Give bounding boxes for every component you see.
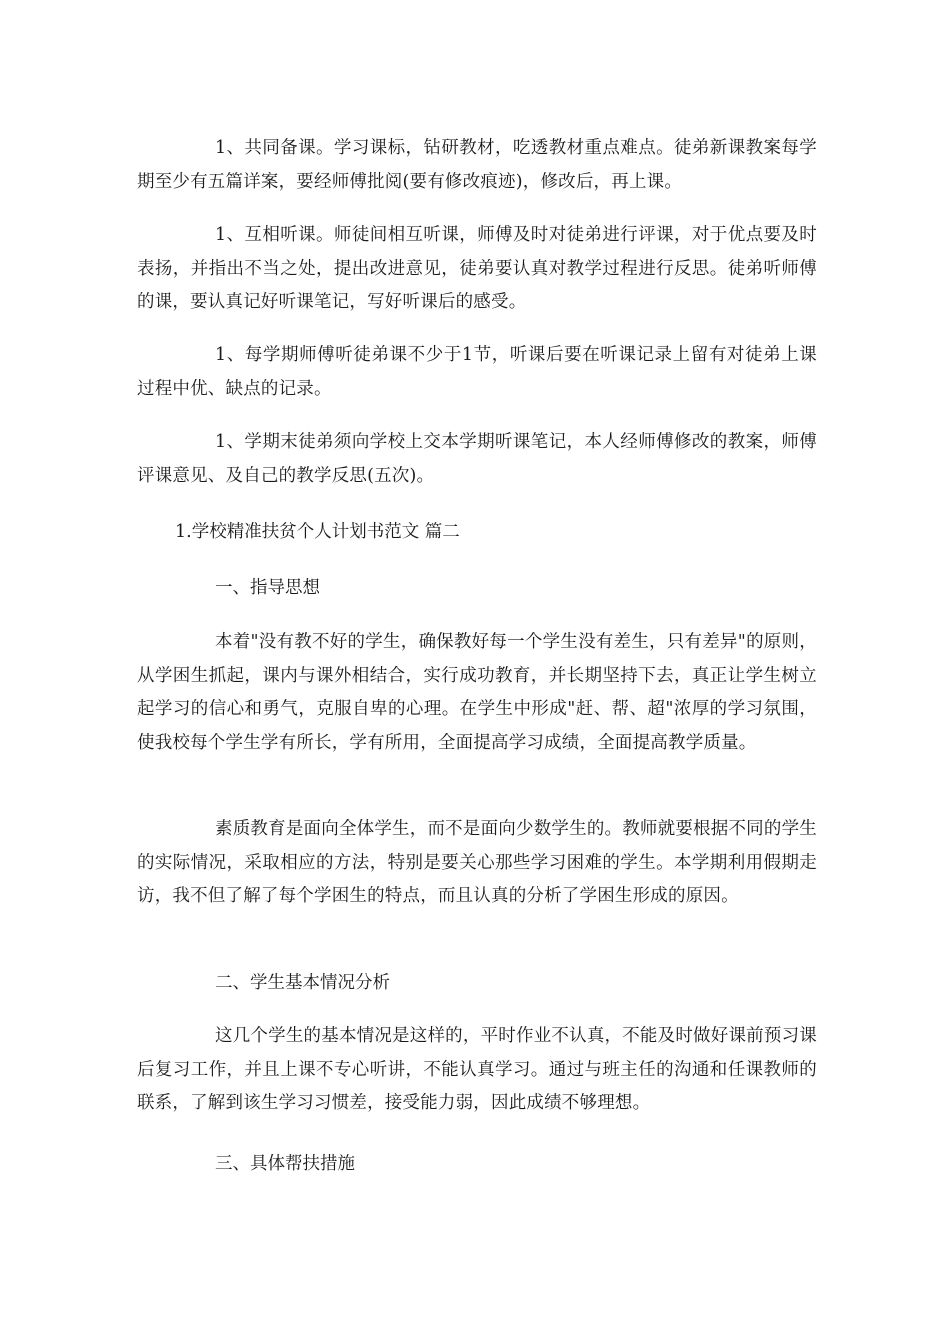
heading-guiding-ideology: 一、指导思想 bbox=[215, 578, 320, 598]
paragraph-student-situation: 这几个学生的基本情况是这样的，平时作业不认真，不能及时做好课前预习课后复习工作，并且上课不专心听讲，不能认真学习。通过与班主任的沟通和任课教师的联系，了解到该生学习习惯差，接受能力弱，因此成绩不够理想。 bbox=[137, 1026, 817, 1113]
heading-student-analysis: 二、学生基本情况分析 bbox=[215, 973, 390, 993]
heading-support-measures: 三、具体帮扶措施 bbox=[215, 1154, 355, 1174]
paragraph-principle: 本着"没有教不好的学生，确保教好每一个学生没有差生，只有差异"的原则，从学困生抓起，课内与课外相结合，实行成功教育，并长期坚持下去，真正让学生树立起学习的信心和勇气，克服自卑的心理。在学生中形成"赶、帮、超"浓厚的学习氛围，使我校每个学生学有所长，学有所用，全面提高学习成绩，全面提高教学质量。 bbox=[137, 632, 817, 753]
paragraph-mutual-observation: 1、互相听课。师徒间相互听课，师傅及时对徒弟进行评课，对于优点要及时表扬，并指出不当之处，提出改进意见，徒弟要认真对教学过程进行反思。徒弟听师傅的课，要认真记好听课笔记，写好听课后的感受。 bbox=[137, 225, 817, 312]
paragraph-joint-lesson-prep: 1、共同备课。学习课标，钻研教材，吃透教材重点难点。徒弟新课教案每学期至少有五篇详案，要经师傅批阅(要有修改痕迹)，修改后，再上课。 bbox=[137, 138, 817, 192]
section-title: 1.学校精准扶贫个人计划书范文 篇二 bbox=[175, 522, 460, 542]
paragraph-quality-education: 素质教育是面向全体学生，而不是面向少数学生的。教师就要根据不同的学生的实际情况，采取相应的方法，特别是要关心那些学习困难的学生。本学期利用假期走访，我不但了解了每个学困生的特点，而且认真的分析了学困生形成的原因。 bbox=[137, 819, 817, 906]
paragraph-mentor-observation: 1、每学期师傅听徒弟课不少于1节，听课后要在听课记录上留有对徒弟上课过程中优、缺点的记录。 bbox=[137, 345, 817, 399]
paragraph-semester-end: 1、学期末徒弟须向学校上交本学期听课笔记，本人经师傅修改的教案，师傅评课意见、及自己的教学反思(五次)。 bbox=[137, 432, 817, 486]
